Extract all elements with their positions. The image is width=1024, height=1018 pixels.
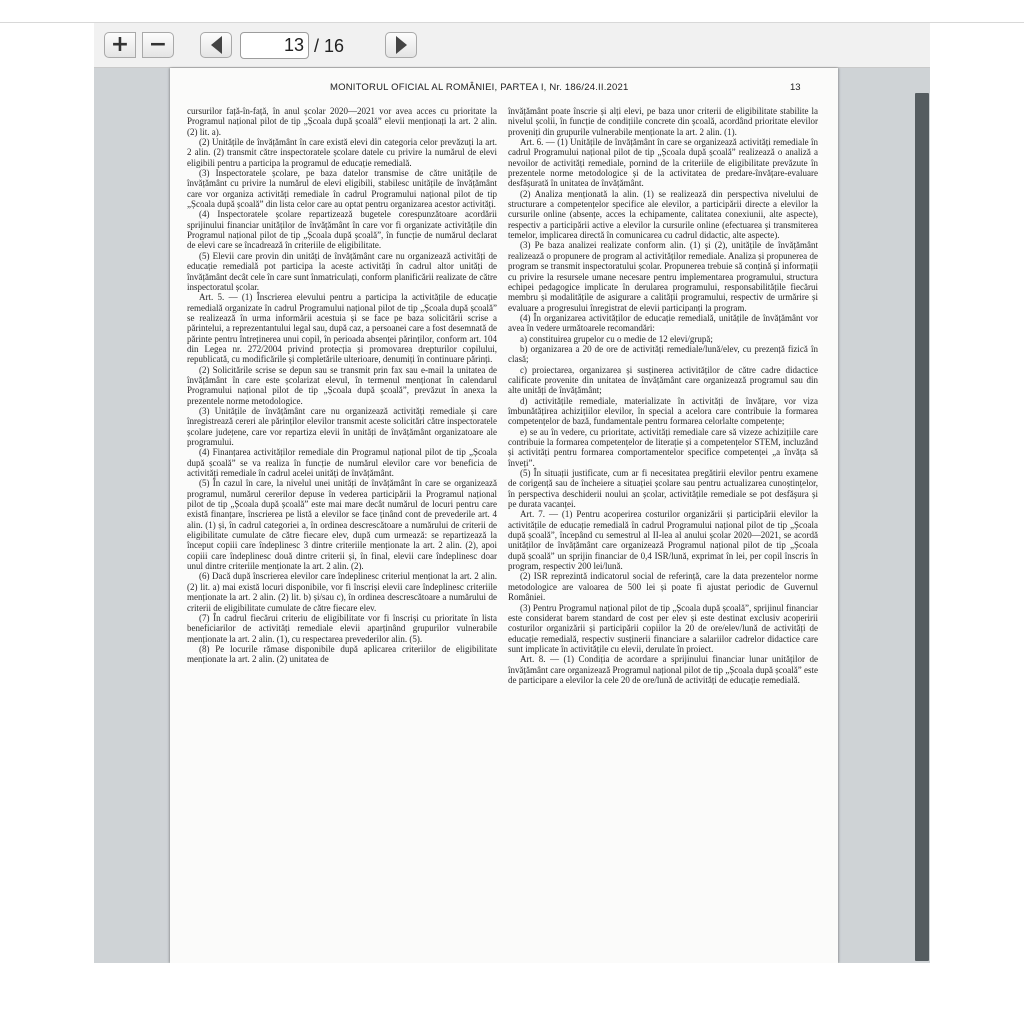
paragraph: (4) În organizarea activităților de educație remedială, unitățile de învățământ vor avea în vedere următoarele recomandări: <box>508 312 818 334</box>
page-number-input[interactable]: 13 <box>240 32 309 59</box>
zoom-out-button[interactable] <box>142 32 174 58</box>
paragraph: a) constituirea grupelor cu o medie de 12 elevi/grupă; <box>520 333 713 344</box>
paragraph: (4) Inspectoratele școlare repartizează bugetele corespunzătoare acordării sprijinului financiar unităților de învățământ în care vor fi organizate activitățile din Programul național pilot de tip „Școala după școală”, în funcție de numărul declarat de elevi care se încadrează în criteriile de eligibilitate. <box>187 209 497 251</box>
paragraph: învățământ poate înscrie și alți elevi, pe baza unor criterii de eligibilitate stabilite la nivelul școlii, în funcție de condițiile concrete din școală, acordând prioritate elevilor proveniți din grupurile vulnerabile menționate la art. 2 alin. (1). <box>508 106 818 137</box>
viewer-toolbar <box>94 23 930 68</box>
paragraph: d) activitățile remediale, materializate în activități de învățare, vor viza îmbunătățirea achizițiilor elevilor, în special a acelora care contribuie la formarea competențelor de bază, fundamentale pentru formarea celorlalte competențe; <box>508 395 818 427</box>
paragraph: (3) Pentru Programul național pilot de tip „Școala după școală”, sprijinul financiar este considerat barem standard de cost per elev și este destinat exclusiv acoperirii costurilor organizării și participării copiilor la 20 de ore/elev/lună de activități de educație remedială, respectiv susținerii financiare a salariilor cadrelor didactice care sunt implicate în activitățile cu elevii, derulate în proiect. <box>508 602 818 654</box>
paragraph: (5) În situații justificate, cum ar fi necesitatea pregătirii elevilor pentru examene de corigență sau de încheiere a situației școlare sau pentru actualizarea cunoștințelor, în perspectiva deschiderii noului an școlar, activitățile remediale se pot desfășura și pe durata vacanței. <box>508 468 818 510</box>
paragraph: Art. 7. — (1) Pentru acoperirea costurilor organizării și participării elevilor la activitățile de educație remedială în cadrul Programului național pilot de tip „Școala după școală”, începând cu semestrul al II-lea al anului școlar 2020—2021, se acordă unităților de învățământ care organizează Programul național pilot de tip „Școala după școală” un sprijin financiar de 0,4 ISR/lună, exprimat în lei, per copil înscris în program, respectiv 200 lei/lună. <box>508 509 818 572</box>
paragraph: (2) Solicitările scrise se depun sau se transmit prin fax sau e-mail la unitatea de învățământ în care este școlarizat elevul, în termenul menționat în calendarul Programului național pilot de tip „Școala după școală”, prevăzut în anexa la prezentele norme metodologice. <box>187 364 497 406</box>
paragraph: e) se au în vedere, cu prioritate, activități remediale care să vizeze achizițiile care contribuie la formarea competențelor de literație și a competențelor STEM, incluzând și activități pentru formarea comportamentelor specifice competenței „a învăța să înveți”. <box>508 426 818 468</box>
text-column-left <box>187 106 497 665</box>
paragraph: (6) Dacă după înscrierea elevilor care îndeplinesc criteriul menționat la art. 2 alin. (2) lit. a) mai există locuri disponibile, vor fi înscriși elevii care îndeplinesc criteriile menționate la art. 2 alin. (2) lit. b) și/sau c), în ordinea descrescătoare a numărului de criterii de eligibilitate cumulate de către fiecare elev. <box>187 571 497 613</box>
paragraph: (4) Finanțarea activităților remediale din Programul național pilot de tip „Școala după școală” se va realiza în funcție de numărul elevilor care vor beneficia de activități remediale în cadrul acelei unități de învățământ. <box>187 447 497 479</box>
pdf-viewer <box>94 23 930 963</box>
paragraph: Art. 6. — (1) Unitățile de învățământ în care se organizează activități remediale în cadrul Programului național pilot de tip „Școala după școală” realizează o analiză a nevoilor de activități remediale, pornind de la criteriile de eligibilitate prevăzute în prezentele norme metodologice și de la activitatea de predare-învățare-evaluare desfășurată în unitatea de învățământ. <box>508 137 818 189</box>
paragraph: (2) Unitățile de învățământ în care există elevi din categoria celor prevăzuți la art. 2 alin. (2) transmit către inspectoratele școlare datele cu privire la numărul de elevi eligibili pentru a participa la programul de educație remedială. <box>187 137 497 168</box>
header-title: MONITORUL OFICIAL AL ROMÂNIEI, PARTEA I, Nr. 186/24.II.2021 <box>330 82 629 93</box>
paragraph: b) organizarea a 20 de ore de activități remediale/lună/elev, cu prezență fizică în clasă; <box>508 343 818 365</box>
paragraph: (2) Analiza menționată la alin. (1) se realizează din perspectiva nivelului de structurare a competențelor specifice ale elevilor, a participării directe a elevilor la cursurile online (absențe, acces la echipamente, calitatea conexiunii, alte aspecte), respectiv a participării active a elevilor la cursurile online (efectuarea și transmiterea temelor, implicarea directă în comunicarea cu cadrul didactic, alte aspecte). <box>508 188 818 241</box>
page-total-label: / 16 <box>314 36 345 56</box>
paragraph: (2) ISR reprezintă indicatorul social de referință, care la data prezentelor norme metodologice are valoarea de 500 lei și poate fi ajustat periodic de Guvernul României. <box>508 571 818 603</box>
paragraph: Art. 8. — (1) Condiția de acordare a sprijinului financiar lunar unităților de învățământ care organizează Programul național pilot de tip „Școala după școală” este de participare a elevilor la cele 20 de ore/lună de activități de educație remedială. <box>508 654 818 685</box>
paragraph: (7) În cadrul fiecărui criteriu de eligibilitate vor fi înscriși cu prioritate în lista beneficiarilor de activități remediale elevii aparținând grupurilor vulnerabile menționate la art. 2 alin. (1), cu respectarea prevederilor alin. (5). <box>187 612 497 644</box>
triangle-left-icon <box>211 36 222 54</box>
minus-icon: − <box>148 32 168 57</box>
paragraph: (8) Pe locurile rămase disponibile după aplicarea criteriilor de eligibilitate menționate la art. 2 alin. (2) unitatea de <box>187 643 497 665</box>
plus-icon: + <box>110 32 130 57</box>
paragraph: (3) Pe baza analizei realizate conform alin. (1) și (2), unitățile de învățământ realizează o propunere de program al activităților remediale. Analiza și propunerea de program se transmit inspectoratului școlar. Propunerea trebuie să conțină și informații cu privire la resursele umane necesare pentru implementarea programului, structura echipei pedagogice implicate în derularea programului, responsabilitățile fiecărui membru și modalitățile de asigurare a calității programului, respectiv de urmărire și evaluare a progresului înregistrat de elevii participanți la program. <box>508 240 818 313</box>
paragraph: (3) Inspectoratele școlare, pe baza datelor transmise de către unitățile de învățământ cu privire la numărul de elevi eligibili, stabilesc unitățile de învățământ care vor organiza activități remediale în cadrul Programului național pilot de tip „Școala după școală” din lista celor care au optat pentru organizarea acestor activități. <box>187 168 497 210</box>
paragraph: Art. 5. — (1) Înscrierea elevului pentru a participa la activitățile de educație remedială organizate în cadrul Programului național pilot de tip „Școala după școală” se realizează în urma informării acestuia și se face pe baza solicitării scrise a părintelui, a reprezentantului legal sau, după caz, a persoanei care a fost desemnată de părinte pentru întreținerea unui copil, în perioada absenței părinților, conform art. 104 din Legea nr. 272/2004 privind protecția și promovarea drepturilor copilului, republicată, cu modificările și completările ulterioare, denumiți în continuare părinți. <box>187 292 497 365</box>
paragraph: (5) În cazul în care, la nivelul unei unități de învățământ în care se organizează programul, numărul cererilor depuse în vederea participării la Programul național pilot de tip „Școala după școală” este mai mare decât numărul de locuri pentru care există finanțare, înscrierea pe listă a elevilor se face ținând cont de prevederile art. 4 alin. (1) și, în cadrul categoriei a, în ordinea descrescătoare a numărului de criterii de eligibilitate cumulate de către fiecare elev, după cum urmează: se repartizează la început copiii care îndeplinesc 3 dintre criteriile menționate la art. 2 alin. (2), apoi copiii care îndeplinesc două dintre criterii și, în final, elevii care îndeplinesc doar unul dintre criteriile menționate la art. 2 alin. (2). <box>187 478 497 572</box>
paragraph: (3) Unitățile de învățământ care nu organizează activități remediale și care înregistrează cereri ale părinților elevilor transmit aceste solicitări către inspectoratele școlare județene, care vor repartiza elevii în unități de învățământ organizatoare ale programului. <box>187 405 497 447</box>
vertical-scrollbar[interactable] <box>915 93 929 961</box>
next-page-button[interactable] <box>385 32 417 58</box>
document-page <box>170 68 838 963</box>
page-header <box>170 82 838 96</box>
paragraph: (5) Elevii care provin din unități de învățământ care nu organizează activități de educație remedială pot participa la aceste activități în cadrul altor unități de învățământ decât cele în care sunt înmatriculați, conform planificării realizate de către inspectoratul școlar. <box>187 250 497 292</box>
triangle-right-icon <box>396 36 407 54</box>
header-page-number: 13 <box>790 82 801 93</box>
zoom-in-button[interactable] <box>104 32 136 58</box>
text-column-right <box>508 106 818 685</box>
paragraph: cursurilor față-în-față, în anul școlar 2020—2021 vor avea acces cu prioritate la Programul național pilot de tip „Școala după școală” elevii menționați la art. 2 alin. (2) lit. a). <box>187 106 497 137</box>
paragraph: c) proiectarea, organizarea și susținerea activităților de către cadre didactice calificate provenite din unitatea de învățământ care organizează programul sau din alte unități de învățământ; <box>508 364 818 396</box>
previous-page-button[interactable] <box>200 32 232 58</box>
